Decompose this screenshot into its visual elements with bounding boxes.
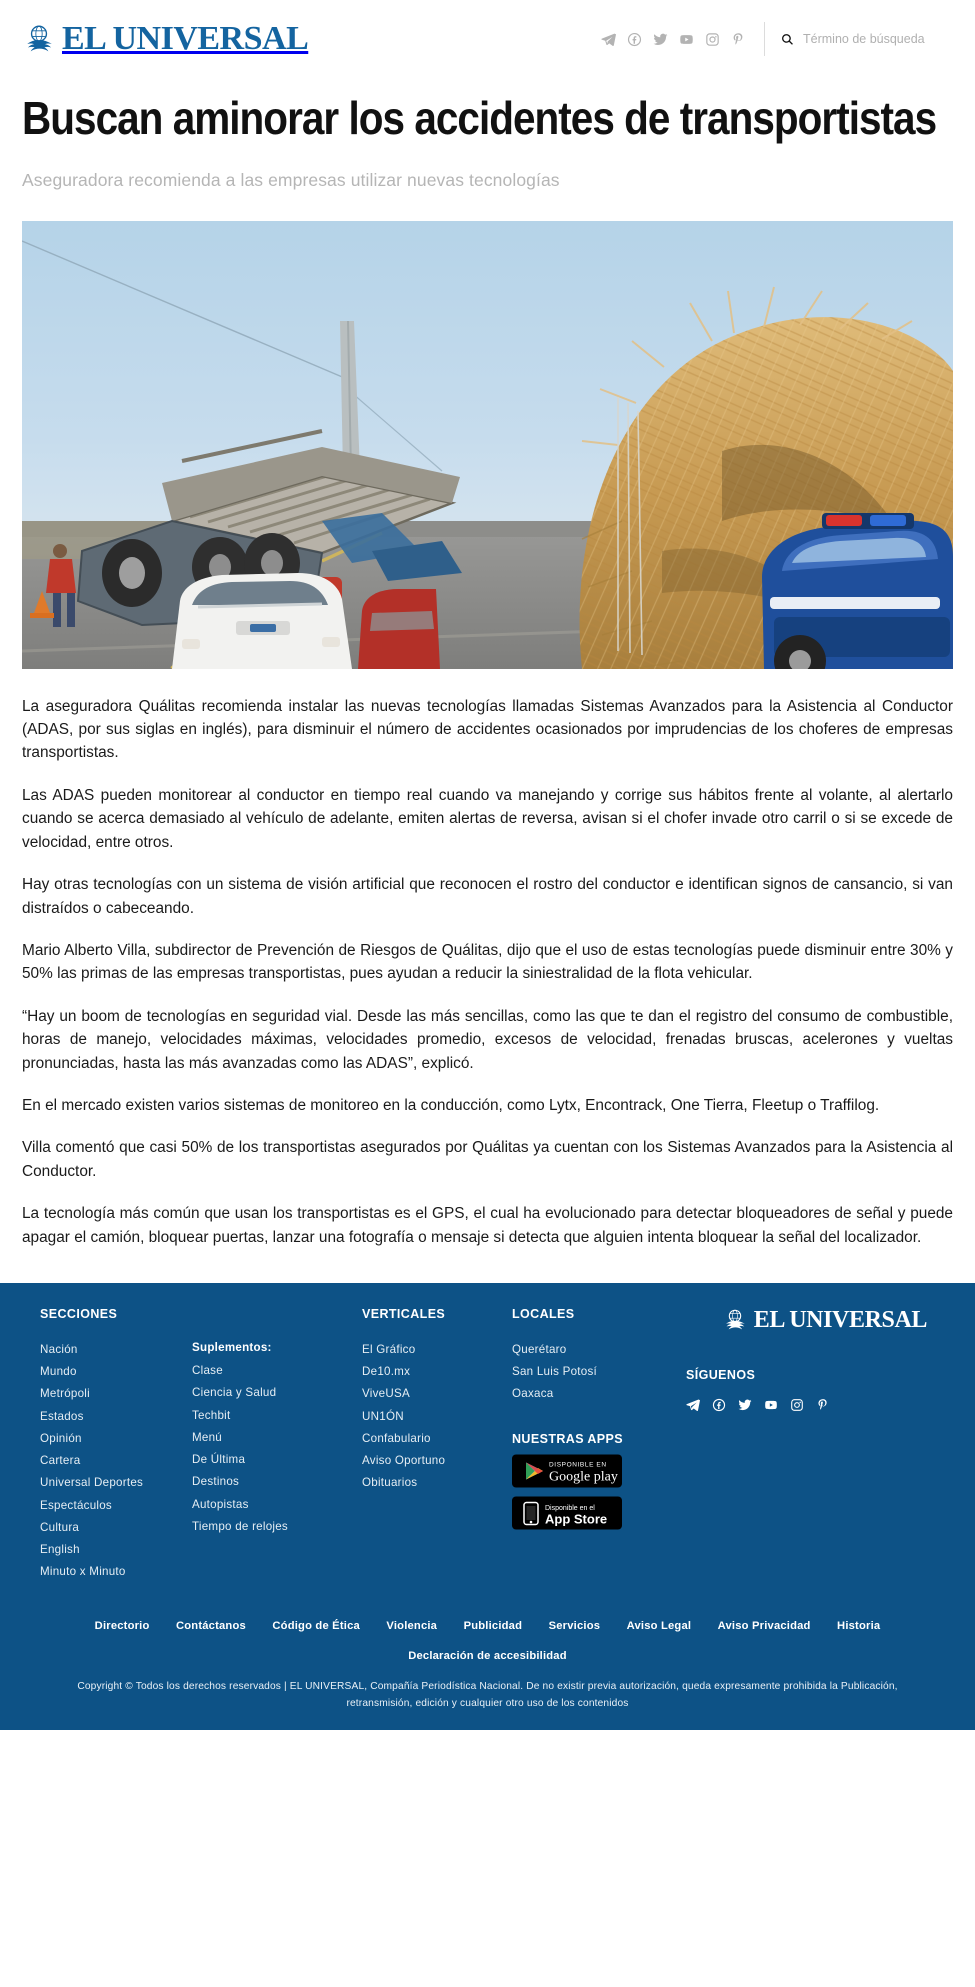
footer-brand-column	[672, 1307, 935, 1412]
footer-link-item[interactable]: Oaxaca	[512, 1387, 554, 1401]
accessibility-declaration-link[interactable]: Declaración de accesibilidad	[408, 1649, 567, 1662]
footer-column-locales	[512, 1307, 672, 1530]
footer-link-item[interactable]: Aviso Oportuno	[362, 1454, 446, 1468]
footer-list-secciones	[40, 1339, 184, 1584]
footer-link-item[interactable]: Cultura	[40, 1520, 80, 1534]
footer-list-verticales	[362, 1339, 504, 1495]
eagle-globe-logo-icon	[722, 1307, 748, 1333]
footer-link-item[interactable]: Confabulario	[362, 1431, 431, 1445]
footer-legal-link[interactable]: Directorio	[94, 1619, 150, 1632]
footer-legal-link[interactable]: Código de Ética	[272, 1619, 360, 1632]
article-main	[0, 94, 975, 1249]
site-header	[0, 0, 975, 78]
hero-figure	[22, 221, 953, 669]
article-paragraph: “Hay un boom de tecnologías en seguridad vial. Desde las más sencillas, como las que te dan el registro del consumo de combustible, horas de manejo, velocidades máximas, velocidades promedio, excesos de velocidad, frenadas bruscas, acelerones y vueltas pronunciadas, hasta las más avanzadas como las ADAS”, explicó.	[22, 1007, 953, 1072]
article-paragraph: La aseguradora Quálitas recomienda instalar las nuevas tecnologías llamadas Sistemas Avanzados para la Asistencia al Conductor (ADAS, por sus siglas en inglés), para disminuir el número de accidentes ocasionados por imprudencias de los choferes de empresas transportistas.	[22, 697, 953, 762]
footer-link-item[interactable]: San Luis Potosí	[512, 1365, 597, 1379]
footer-link-item[interactable]: Obituarios	[362, 1476, 418, 1490]
footer-link-item[interactable]: Minuto x Minuto	[40, 1565, 126, 1579]
header-divider	[764, 22, 765, 56]
footer-social-links	[686, 1398, 927, 1412]
footer-link-item[interactable]: Ciencia y Salud	[192, 1386, 277, 1400]
twitter-icon[interactable]	[738, 1398, 752, 1412]
footer-link-item[interactable]: Querétaro	[512, 1342, 567, 1356]
footer-link-item[interactable]: Techbit	[192, 1408, 231, 1422]
article-paragraph: Hay otras tecnologías con un sistema de visión artificial que reconocen el rostro del conductor e identifican signos de cansancio, si van distraídos o cabeceando.	[22, 876, 953, 917]
footer-column-secciones	[40, 1307, 192, 1584]
footer-link-item[interactable]: De10.mx	[362, 1365, 411, 1379]
footer-link-item[interactable]: English	[40, 1543, 80, 1557]
footer-legal-link[interactable]: Publicidad	[463, 1619, 523, 1632]
footer-link-item[interactable]: Opinión	[40, 1431, 82, 1445]
google-play-main-text: Google play	[549, 1469, 618, 1485]
footer-column-suplementos	[192, 1307, 362, 1538]
footer-heading-locales: LOCALES	[512, 1306, 575, 1321]
search-icon	[781, 33, 794, 46]
app-store-top-text: Disponible en el	[545, 1504, 595, 1512]
footer-apps-block	[512, 1432, 672, 1530]
site-logo-link[interactable]	[22, 22, 308, 56]
footer-link-item[interactable]: Tiempo de relojes	[192, 1519, 288, 1533]
footer-link-item[interactable]: Espectáculos	[40, 1498, 112, 1512]
footer-heading-secciones: SECCIONES	[40, 1306, 118, 1321]
footer-legal-links	[40, 1612, 935, 1634]
hero-image	[22, 221, 953, 669]
article-paragraph: Villa comentó que casi 50% de los transportistas asegurados por Quálitas ya cuentan con los Sistemas Avanzados para la Asistencia al Conductor.	[22, 1139, 953, 1180]
instagram-icon[interactable]	[790, 1398, 804, 1412]
article-paragraph: Las ADAS pueden monitorear al conductor en tiempo real cuando va manejando y corrige sus hábitos frente al volante, al alertarlo cuando se acerca demasiado al vehículo de adelante, emiten alertas de reversa, avisan si el chofer invade otro carril o si se excede de velocidad, entre otros.	[22, 786, 953, 851]
google-play-badge[interactable]	[512, 1454, 622, 1488]
footer-heading-apps: NUESTRAS APPS	[512, 1431, 624, 1446]
youtube-icon[interactable]	[764, 1398, 778, 1412]
app-store-badge[interactable]	[512, 1496, 622, 1530]
footer-link-item[interactable]: Autopistas	[192, 1497, 249, 1511]
site-footer	[0, 1283, 975, 1730]
eagle-globe-logo-icon	[22, 22, 56, 56]
footer-link-item[interactable]: Universal Deportes	[40, 1476, 144, 1490]
instagram-icon[interactable]	[705, 32, 720, 47]
footer-heading-verticales: VERTICALES	[362, 1306, 446, 1321]
article-paragraph: Mario Alberto Villa, subdirector de Prevención de Riesgos de Quálitas, dijo que el uso de estas tecnologías puede disminuir entre 30% y 50% las primas de las empresas transportistas, pues ayudan a reducir la siniestralidad de la flota vehicular.	[22, 941, 953, 983]
footer-logo[interactable]	[686, 1307, 927, 1334]
footer-legal-link[interactable]: Historia	[837, 1619, 881, 1632]
article-paragraph: La tecnología más común que usan los transportistas es el GPS, el cual ha evolucionado para detectar bloqueadores de señal y puede apagar el camión, bloquear puertas, lanzar una fotografía o mensaje si detecta que alguien intenta bloquear la señal del localizador.	[22, 1205, 953, 1246]
page-title: Buscan aminorar los accidentes de transportistas	[22, 92, 937, 144]
telegram-icon[interactable]	[686, 1398, 700, 1412]
facebook-icon[interactable]	[712, 1398, 726, 1412]
article-paragraph: En el mercado existen varios sistemas de monitoreo en la conducción, como Lytx, Encontrack, One Tierra, Fleetup o Traffilog.	[22, 1096, 880, 1114]
pinterest-icon[interactable]	[731, 32, 746, 47]
footer-link-item[interactable]: Menú	[192, 1430, 223, 1444]
footer-link-item[interactable]: De Última	[192, 1453, 246, 1467]
header-search-form	[781, 32, 953, 46]
footer-link-item[interactable]: Mundo	[40, 1365, 77, 1379]
footer-columns	[40, 1307, 935, 1584]
twitter-icon[interactable]	[653, 32, 668, 47]
footer-accessibility-row	[40, 1646, 935, 1664]
header-social-links	[601, 32, 746, 47]
article-body	[22, 695, 953, 1249]
footer-link-item[interactable]: Destinos	[192, 1475, 240, 1489]
site-logo-text: EL UNIVERSAL	[62, 20, 309, 57]
footer-legal-link[interactable]: Contáctanos	[175, 1619, 246, 1632]
article-subhead: Aseguradora recomienda a las empresas utilizar nuevas tecnologías	[22, 169, 560, 190]
footer-link-item[interactable]: ViveUSA	[362, 1387, 410, 1401]
footer-list-locales	[512, 1339, 664, 1406]
footer-label-suplementos: Suplementos:	[192, 1340, 272, 1354]
footer-copyright: Copyright © Todos los derechos reservados | EL UNIVERSAL, Compañía Periodística Nacional. De no existir previa autorización, queda expresamente prohibida la Publicación, retransmisión, edición y cualquier otro uso de los contenidos	[77, 1680, 898, 1710]
footer-logo-text: EL UNIVERSAL	[753, 1306, 927, 1333]
footer-link-item[interactable]: Cartera	[40, 1454, 81, 1468]
header-right-cluster	[601, 19, 953, 59]
facebook-icon[interactable]	[627, 32, 642, 47]
footer-link-item[interactable]: Clase	[192, 1364, 223, 1378]
app-store-main-text: App Store	[545, 1511, 608, 1527]
footer-link-item[interactable]: Nación	[40, 1342, 78, 1356]
search-submit-button[interactable]	[781, 33, 794, 46]
footer-list-suplementos	[192, 1360, 354, 1538]
footer-follow-block	[686, 1368, 927, 1412]
footer-legal-link[interactable]: Aviso Legal	[626, 1619, 692, 1632]
google-play-top-text: DISPONIBLE EN	[549, 1461, 607, 1469]
footer-legal-link[interactable]: Violencia	[386, 1619, 438, 1632]
footer-link-item[interactable]: El Gráfico	[362, 1342, 416, 1356]
footer-heading-follow: SÍGUENOS	[686, 1367, 756, 1382]
pinterest-icon[interactable]	[816, 1398, 830, 1412]
footer-legal-link[interactable]: Aviso Privacidad	[717, 1619, 811, 1632]
youtube-icon[interactable]	[679, 32, 694, 47]
telegram-icon[interactable]	[601, 32, 616, 47]
footer-link-item[interactable]: Estados	[40, 1409, 84, 1423]
footer-link-item[interactable]: UN1ÓN	[362, 1409, 404, 1423]
footer-link-item[interactable]: Metrópoli	[40, 1387, 90, 1401]
footer-legal-link[interactable]: Servicios	[548, 1619, 601, 1632]
search-input[interactable]	[803, 32, 953, 46]
footer-column-verticales	[362, 1307, 512, 1495]
